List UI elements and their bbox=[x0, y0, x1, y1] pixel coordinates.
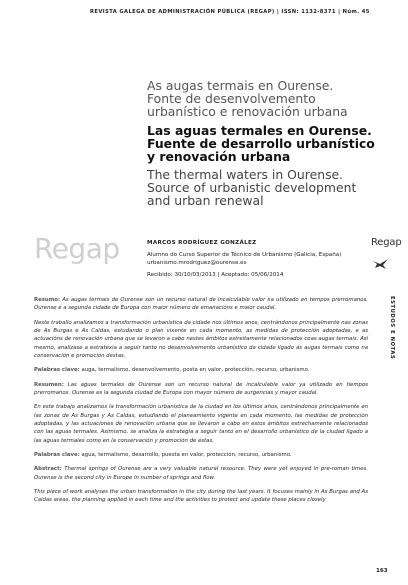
title-line: Fonte de desenvolvemento bbox=[147, 91, 316, 106]
title-line: Las aguas termales en Ourense. bbox=[147, 123, 372, 138]
keywords-label: Palabras clave: bbox=[34, 367, 80, 374]
resumo-text: As augas termais de Ourense son un recurso natural de incalculable valor xa utilizado en tempos prerromanos. Ourense é a segunda cidade de Europa con maior número de emanacións e maior caudal. bbox=[34, 297, 369, 312]
title-line: The thermal waters in Ourense. bbox=[147, 167, 344, 182]
title-line: Fuente de desarrollo urbanístico bbox=[147, 136, 375, 151]
keywords-label: Palabras clave: bbox=[34, 452, 80, 459]
regap-logo-small: Regap bbox=[371, 237, 402, 248]
regap-logo-large: Regap bbox=[34, 232, 120, 265]
resumen-paragraph-2: En este trabajo analizamos la transformación urbanística de la ciudad en los últimos años, centrándonos principalmente en las zonas de As Burgas y As Caldas, estudiando el planeamiento vigente en cada momento, las medidas de protección adoptadas, y las actuaciones de renovación urbana que se llevaron a cabo en estos ámbitos estrechamente relacionados con las aguas termales. Asimismo, se analiza la estrategia a seguir tanto en el desarrollo urbanístico de la ciudad ligado a las aguas termales como en la conservación y promoción de éstas. bbox=[34, 404, 368, 444]
resumo-paragraph bbox=[34, 296, 368, 313]
title-spanish bbox=[147, 124, 382, 163]
abstract-paragraph bbox=[34, 465, 368, 482]
resumen-paragraph bbox=[34, 381, 368, 398]
section-label: ESTUDOS E NOTAS bbox=[389, 296, 395, 360]
resumo-paragraph-2: Neste traballo analizamos a transformación urbanística da cidade nos últimos anos, centrándonos principalmente nas zonas de As Burgas e As Caldas, estudando o plan vixente en cada momento, as medidas de protección adoptadas, e as actuacións de renovación urbana que se levaron a cabo nestes ámbitos estreitamente relacionados coas augas termais. Así mesmo, analízase a estratexia a seguir tanto no desenvolvemento urbanístico da cidade ligado ás augas termais como na conservación e promoción destas. bbox=[34, 319, 368, 360]
journal-number: Núm. 45 bbox=[342, 9, 370, 15]
title-english bbox=[147, 168, 382, 207]
header-separator: | bbox=[338, 9, 341, 15]
page-number: 163 bbox=[376, 568, 388, 574]
author-email: urbanismo.mrodriguez@ourense.es bbox=[147, 260, 247, 267]
author-name: MARCOS RODRÍGUEZ GONZÁLEZ bbox=[147, 240, 257, 246]
author-block bbox=[147, 239, 377, 279]
received-accepted-dates: Recibido: 30/10/03/2013 | Aceptado: 05/06/2014 bbox=[147, 271, 284, 278]
title-line: and urban renewal bbox=[147, 193, 264, 208]
title-line: y renovación urbana bbox=[147, 149, 291, 164]
resumen-label: Resumen: bbox=[34, 381, 64, 388]
author-affiliation: Alumno do Curso Superior de Técnico de Urbanismo (Galicia, España) bbox=[147, 251, 342, 258]
keywords-text: agua, termalismo, desarrollo, puesta en valor, protección, recurso, urbanismo. bbox=[81, 452, 292, 459]
abstract-block bbox=[34, 296, 368, 511]
journal-name: REVISTA GALEGA DE ADMINISTRACIÓN PÚBLICA (REGAP) bbox=[90, 9, 275, 15]
resumo-label: Resumo: bbox=[34, 297, 61, 303]
bird-icon bbox=[372, 258, 390, 270]
title-line: urbanístico e renovación urbana bbox=[147, 104, 348, 119]
title-galician bbox=[147, 79, 382, 118]
palabras-clave-es bbox=[34, 451, 368, 459]
resumen-text: Las aguas termales de Ourense son un recurso natural de incalculable valor ya utilizado en tiempos prerromanos. Ourense es la segunda ciudad de Europa con mayor número de surgencias y mayor caudal. bbox=[34, 381, 368, 397]
title-line: As augas termais en Ourense. bbox=[147, 78, 334, 93]
abstract-text: Thermal springs of Ourense are a very valuable natural resource. They were yet enjoyed in pre-roman times. Ourense is the second city in Europe in number of springs and flow. bbox=[34, 466, 368, 481]
article-titles bbox=[147, 79, 382, 207]
header-separator: | bbox=[276, 9, 280, 15]
journal-header bbox=[90, 9, 370, 15]
abstract-label: Abstract: bbox=[34, 466, 62, 473]
keywords-text: auga, termalismo, desenvolvemento, posta en valor, protección, recurso, urbanismo. bbox=[81, 367, 310, 374]
journal-issn: ISSN: 1132-8371 bbox=[281, 9, 336, 15]
abstract-paragraph-2: This piece of work analyses the urban transformation in the city during the last years. It focuses mainly in As Burgas and As Caldas areas, the planning applied in each time and the activities to protect and update these places closely bbox=[34, 488, 368, 504]
title-line: Source of urbanistic development bbox=[147, 180, 357, 195]
palabras-clave-gl bbox=[34, 366, 368, 374]
